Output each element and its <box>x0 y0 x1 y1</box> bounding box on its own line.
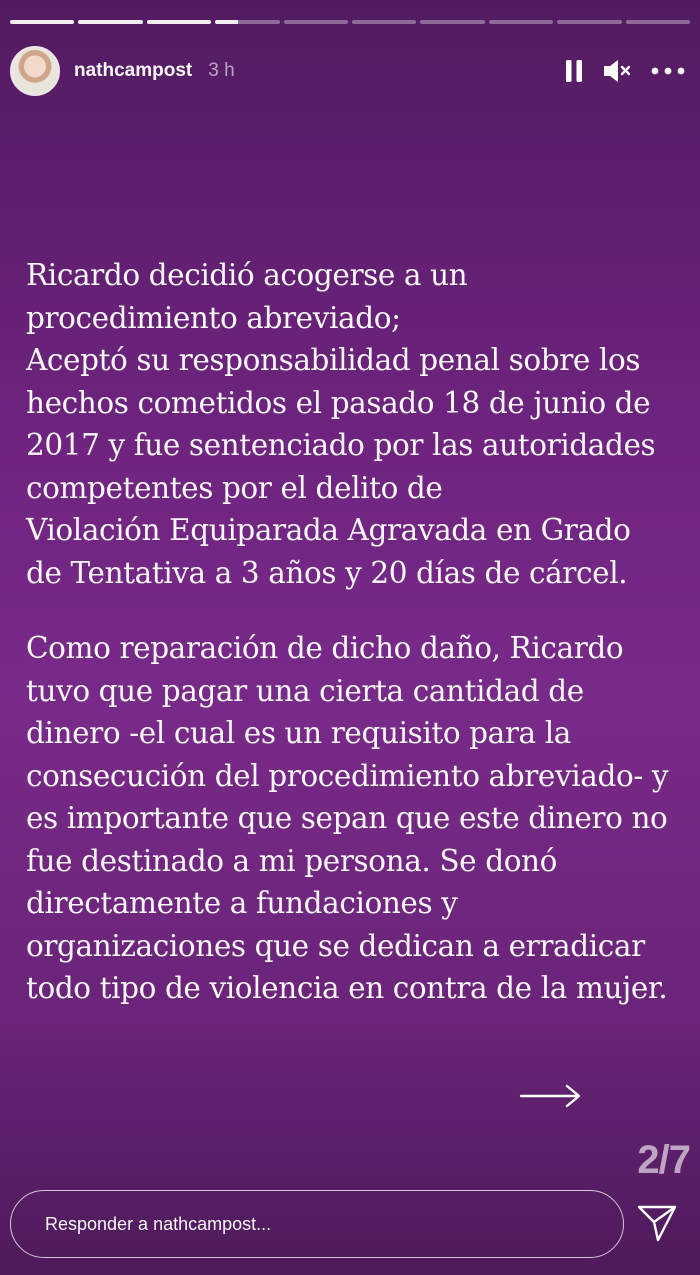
text-line: hechos cometidos el pasado 18 de junio de <box>26 385 651 420</box>
story-progress-segment <box>215 20 279 24</box>
text-line: Ricardo decidió acogerse a un <box>26 258 468 292</box>
text-line: de Tentativa a 3 años y 20 días de cárcel. <box>26 555 628 590</box>
text-line: directamente a fundaciones y <box>26 886 458 920</box>
story-progress-fill <box>78 20 142 24</box>
text-line: Como reparación de dicho daño, Ricardo <box>26 631 624 665</box>
text-line: dinero -el cual es un requisito para la <box>26 716 571 750</box>
story-progress-segment <box>489 20 553 24</box>
text-line: procedimiento abreviado; <box>26 300 401 335</box>
text-line: todo tipo de violencia en contra de la mujer. <box>26 971 668 1005</box>
right-arrow-icon <box>518 1080 584 1117</box>
story-progress-segment <box>557 20 621 24</box>
text-line: tuvo que pagar una cierta cantidad de <box>26 673 584 708</box>
text-line: fue destinado a mi persona. Se donó <box>26 843 558 878</box>
story-paragraph-2 <box>26 627 696 1010</box>
story-paragraph-1 <box>26 254 696 594</box>
story-progress-segment <box>626 20 690 24</box>
text-line: Aceptó su responsabilidad penal sobre los <box>26 343 641 377</box>
more-options-icon[interactable] <box>650 66 686 76</box>
send-icon[interactable] <box>636 1202 678 1249</box>
story-progress-fill <box>215 20 238 24</box>
text-line: es importante que sepan que este dinero no <box>26 801 668 835</box>
page-counter: 2/7 <box>637 1138 690 1182</box>
reply-input[interactable] <box>10 1190 624 1258</box>
story-progress-fill <box>10 20 74 24</box>
pause-icon[interactable] <box>564 58 584 84</box>
story-progress-segment <box>78 20 142 24</box>
text-line: organizaciones que se dedican a erradicar <box>26 928 645 963</box>
post-time: 3 h <box>208 60 235 81</box>
text-line: competentes por el delito de <box>26 470 443 505</box>
story-progress-bar <box>10 20 690 25</box>
story-progress-segment <box>284 20 348 24</box>
story-progress-segment <box>10 20 74 24</box>
story-progress-segment <box>147 20 211 24</box>
username[interactable]: nathcampost <box>74 60 193 81</box>
story-controls <box>564 58 690 84</box>
profile-avatar[interactable] <box>10 46 60 96</box>
story-progress-segment <box>352 20 416 24</box>
story-progress-segment <box>420 20 484 24</box>
story-progress-fill <box>147 20 211 24</box>
story-header <box>10 42 690 100</box>
text-line: 2017 y fue sentenciado por las autoridades <box>26 428 656 462</box>
text-line: Violación Equiparada Agravada en Grado <box>26 513 631 547</box>
text-line: consecución del procedimiento abreviado- y <box>26 758 669 793</box>
reply-placeholder: Responder a nathcampost... <box>45 1213 272 1234</box>
muted-speaker-icon[interactable] <box>602 58 632 84</box>
